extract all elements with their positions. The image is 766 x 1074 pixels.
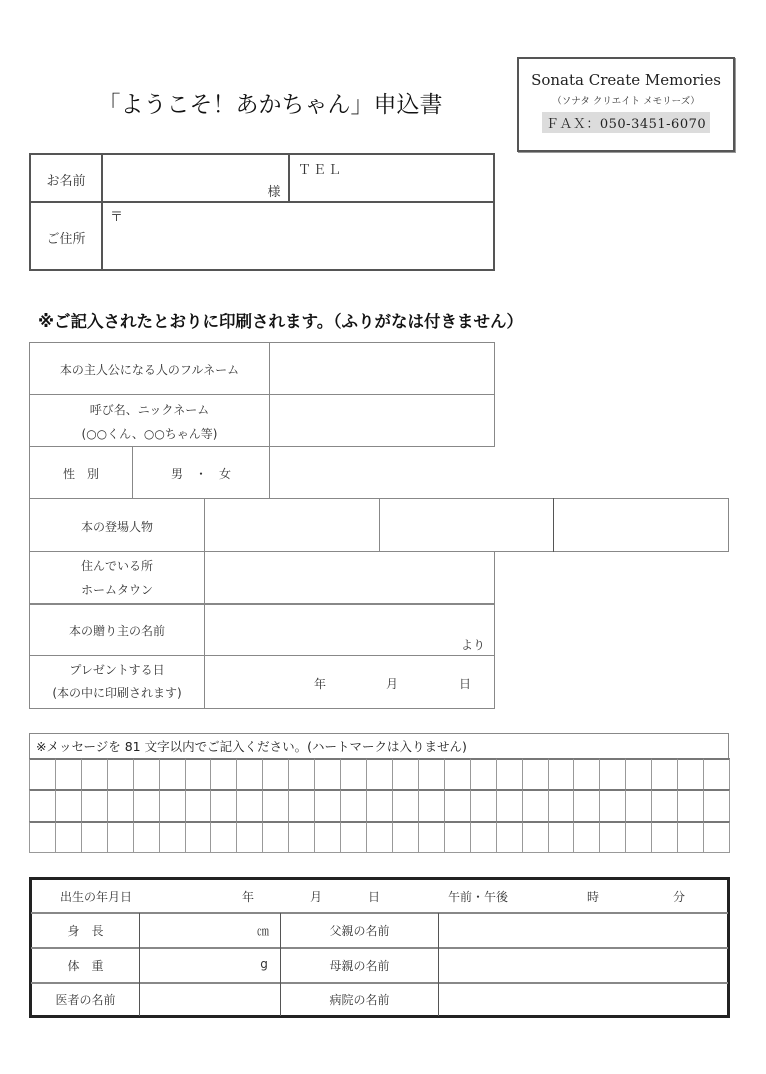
message-cell[interactable] (55, 758, 82, 790)
birth-month: 月 (309, 890, 322, 904)
address-field[interactable] (103, 203, 493, 269)
message-cell[interactable] (288, 758, 315, 790)
message-cell[interactable] (703, 821, 730, 853)
message-cell[interactable] (314, 758, 341, 790)
message-cell[interactable] (262, 758, 289, 790)
message-instruction: ※メッセージを 81 文字以内でご記入ください。(ハートマークは入りません) (36, 739, 467, 754)
characters-label: 本の登場人物 (80, 520, 153, 534)
message-cell[interactable] (470, 821, 497, 853)
weight-label: 体 重 (67, 959, 104, 973)
message-cell[interactable] (444, 789, 471, 821)
message-cell[interactable] (703, 789, 730, 821)
message-cell[interactable] (703, 758, 730, 790)
message-cell[interactable] (314, 789, 341, 821)
weight-unit: g (260, 957, 268, 971)
name-label: お名前 (46, 174, 86, 189)
tel-label: ＴＥＬ (298, 163, 344, 178)
character-field-1[interactable] (205, 499, 379, 551)
height-unit: ㎝ (256, 924, 269, 938)
message-cell[interactable] (210, 789, 237, 821)
nickname-label-2: (○○くん、○○ちゃん等) (81, 427, 218, 441)
fullname-field[interactable] (270, 343, 494, 394)
message-cell[interactable] (159, 758, 186, 790)
message-cell[interactable] (470, 789, 497, 821)
message-cell[interactable] (185, 821, 212, 853)
present-day: 日 (458, 677, 471, 691)
birth-day: 日 (367, 890, 380, 904)
message-cell[interactable] (548, 821, 575, 853)
message-cell[interactable] (159, 789, 186, 821)
giver-field[interactable] (205, 605, 494, 655)
message-cell[interactable] (470, 758, 497, 790)
message-cell[interactable] (599, 758, 626, 790)
message-cell[interactable] (573, 758, 600, 790)
nickname-label-1: 呼び名、ニックネーム (89, 403, 210, 417)
present-year: 年 (313, 677, 326, 691)
brand-kana: （ソナタ クリエイト メモリーズ） (552, 96, 700, 107)
message-cell[interactable] (314, 821, 341, 853)
nickname-field[interactable] (270, 395, 494, 446)
birth-minute: 分 (672, 890, 685, 904)
address-label: ご住所 (46, 232, 86, 247)
birth-hour: 時 (586, 890, 599, 904)
message-cell[interactable] (366, 758, 393, 790)
message-cell[interactable] (210, 758, 237, 790)
fullname-label: 本の主人公になる人のフルネーム (59, 363, 240, 377)
message-cell[interactable] (418, 821, 445, 853)
message-cell[interactable] (29, 789, 56, 821)
message-cell[interactable] (599, 789, 626, 821)
message-cell[interactable] (651, 789, 678, 821)
message-cell[interactable] (625, 821, 652, 853)
message-cell[interactable] (444, 821, 471, 853)
brand-box (517, 57, 735, 152)
postal-mark: 〒 (110, 210, 124, 225)
message-cell[interactable] (81, 758, 108, 790)
message-cell[interactable] (288, 821, 315, 853)
message-cell[interactable] (236, 758, 263, 790)
hospital-field[interactable] (439, 984, 727, 1015)
message-cell[interactable] (366, 821, 393, 853)
message-cell[interactable] (288, 789, 315, 821)
character-field-2[interactable] (380, 499, 553, 551)
message-cell[interactable] (392, 789, 419, 821)
present-label-2: (本の中に印刷されます) (52, 686, 182, 700)
message-cell[interactable] (340, 821, 367, 853)
hometown-label-1: 住んでいる所 (80, 559, 153, 573)
message-cell[interactable] (496, 789, 523, 821)
message-cell[interactable] (418, 758, 445, 790)
birthdate-label: 出生の年月日 (60, 890, 133, 904)
message-cell[interactable] (677, 758, 704, 790)
print-notice: ※ご記入されたとおりに印刷されます。（ふりがなは付きません） (38, 312, 523, 331)
message-cell[interactable] (651, 758, 678, 790)
message-cell[interactable] (81, 789, 108, 821)
message-cell[interactable] (522, 789, 549, 821)
hometown-field[interactable] (205, 552, 494, 603)
message-cell[interactable] (55, 821, 82, 853)
doctor-label: 医者の名前 (55, 993, 116, 1007)
present-label-1: プレゼントする日 (69, 663, 165, 677)
message-cell[interactable] (107, 789, 134, 821)
message-cell[interactable] (548, 758, 575, 790)
form-title: 「ようこそ！あかちゃん」申込書 (97, 92, 443, 118)
message-cell[interactable] (29, 758, 56, 790)
character-field-3[interactable] (554, 499, 728, 551)
doctor-field[interactable] (140, 984, 280, 1015)
message-cell[interactable] (625, 758, 652, 790)
message-cell[interactable] (185, 789, 212, 821)
message-cell[interactable] (522, 821, 549, 853)
message-cell[interactable] (496, 758, 523, 790)
message-grid (29, 758, 729, 852)
message-cell[interactable] (133, 789, 160, 821)
gender-label: 性 別 (62, 467, 99, 481)
hometown-label-2: ホームタウン (80, 583, 153, 597)
message-cell[interactable] (262, 789, 289, 821)
message-cell[interactable] (236, 789, 263, 821)
height-label: 身 長 (67, 924, 104, 938)
name-suffix: 様 (267, 185, 281, 200)
message-cell[interactable] (159, 821, 186, 853)
mother-field[interactable] (439, 949, 727, 982)
giver-label: 本の贈り主の名前 (68, 624, 165, 638)
message-cell[interactable] (29, 821, 56, 853)
message-cell[interactable] (444, 758, 471, 790)
message-cell[interactable] (366, 789, 393, 821)
message-cell[interactable] (185, 758, 212, 790)
present-month: 月 (385, 677, 398, 691)
message-cell[interactable] (573, 789, 600, 821)
fax-number: ＦＡＸ：050-3451-6070 (542, 112, 710, 133)
ampm-options[interactable]: 午前・午後 (448, 890, 509, 904)
mother-label: 母親の名前 (329, 959, 390, 973)
message-cell[interactable] (236, 821, 263, 853)
birth-year: 年 (241, 890, 254, 904)
message-cell[interactable] (599, 821, 626, 853)
gender-options[interactable]: 男 ・ 女 (170, 467, 231, 481)
name-field[interactable] (103, 155, 288, 201)
message-cell[interactable] (522, 758, 549, 790)
present-date-field[interactable] (205, 656, 494, 708)
message-cell[interactable] (418, 789, 445, 821)
message-cell[interactable] (677, 789, 704, 821)
message-cell[interactable] (392, 821, 419, 853)
message-cell[interactable] (210, 821, 237, 853)
message-cell[interactable] (340, 789, 367, 821)
hospital-label: 病院の名前 (329, 993, 390, 1007)
message-cell[interactable] (340, 758, 367, 790)
message-cell[interactable] (573, 821, 600, 853)
giver-suffix: より (460, 638, 485, 652)
message-cell[interactable] (107, 758, 134, 790)
message-cell[interactable] (81, 821, 108, 853)
message-cell[interactable] (55, 789, 82, 821)
message-cell[interactable] (133, 758, 160, 790)
message-cell[interactable] (107, 821, 134, 853)
message-cell[interactable] (548, 789, 575, 821)
message-cell[interactable] (677, 821, 704, 853)
message-cell[interactable] (651, 821, 678, 853)
brand-name: Sonata Create Memories (531, 71, 721, 89)
message-cell[interactable] (625, 789, 652, 821)
message-cell[interactable] (496, 821, 523, 853)
message-cell[interactable] (262, 821, 289, 853)
father-label: 父親の名前 (329, 924, 390, 938)
message-cell[interactable] (392, 758, 419, 790)
message-cell[interactable] (133, 821, 160, 853)
father-field[interactable] (439, 914, 727, 947)
